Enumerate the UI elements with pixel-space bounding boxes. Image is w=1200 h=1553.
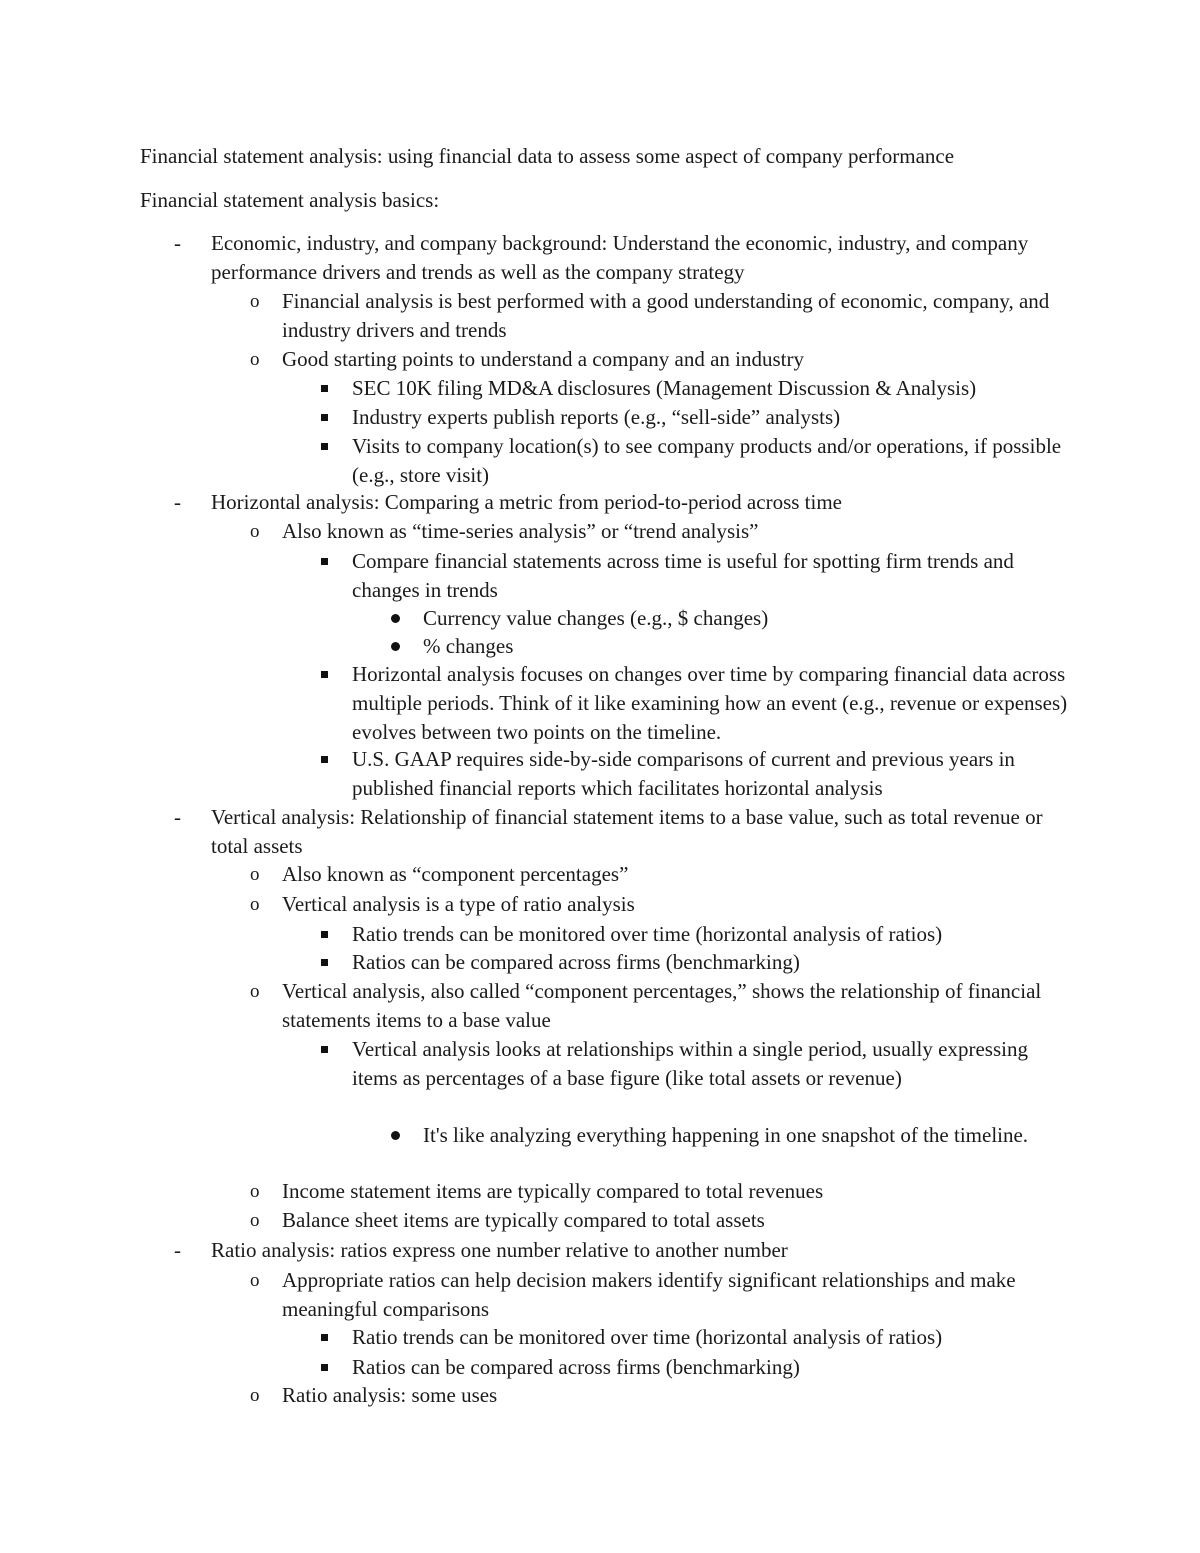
outline-item <box>250 860 1072 889</box>
outline-item-text: Vertical analysis, also called “component percentages,” shows the relationship of financial statements items to a base value <box>282 979 1042 1032</box>
circle-bullet-marker: o <box>250 1181 260 1202</box>
outline-item <box>423 604 1063 633</box>
outline-item-text: Vertical analysis looks at relationships within a single period, usually expressing items as percentages of a base figure (like total assets or revenue) <box>352 1037 1028 1090</box>
outline-item-text: Financial analysis is best performed with a good understanding of economic, company, and industry drivers and trends <box>282 289 1050 342</box>
outline-item <box>423 1121 1063 1150</box>
outline-item <box>250 517 1072 546</box>
outline-item <box>250 1266 1072 1324</box>
outline-item <box>352 432 1072 490</box>
circle-bullet-marker: o <box>250 894 260 915</box>
outline-item <box>250 977 1072 1035</box>
dot-bullet-icon <box>391 614 400 623</box>
square-bullet-icon <box>321 931 328 938</box>
outline-item <box>352 660 1072 747</box>
outline-item-text: Economic, industry, and company background: Understand the economic, industry, and company performance drivers and trends as well as the company strategy <box>211 231 1029 284</box>
outline-item-text: Ratio trends can be monitored over time (horizontal analysis of ratios) <box>352 922 943 946</box>
outline-item-text: It's like analyzing everything happening in one snapshot of the timeline. <box>423 1123 1029 1147</box>
dash-bullet-marker: - <box>174 1238 181 1262</box>
outline-item-text: Income statement items are typically compared to total revenues <box>282 1179 824 1203</box>
dash-bullet-marker: - <box>174 231 181 255</box>
outline-item-text: Good starting points to understand a company and an industry <box>282 347 804 371</box>
outline-item <box>352 1035 1072 1093</box>
definition-paragraph: Financial statement analysis: using financial data to assess some aspect of company performance <box>140 144 955 168</box>
outline-item-text: Ratio analysis: some uses <box>282 1383 498 1407</box>
outline-item-text: Also known as “time-series analysis” or “trend analysis” <box>282 519 759 543</box>
outline-item-text: Ratio analysis: ratios express one number relative to another number <box>211 1238 788 1262</box>
outline-item <box>250 345 1072 374</box>
outline-item <box>174 803 1061 861</box>
outline-item <box>250 1206 1072 1235</box>
outline-item-text: Horizontal analysis: Comparing a metric from period-to-period across time <box>211 490 842 514</box>
circle-bullet-marker: o <box>250 1210 260 1231</box>
circle-bullet-marker: o <box>250 291 260 312</box>
outline-item <box>174 229 1061 287</box>
outline-item <box>352 374 1072 403</box>
outline-item-text: SEC 10K filing MD&A disclosures (Management Discussion & Analysis) <box>352 376 977 400</box>
square-bullet-icon <box>321 1046 328 1053</box>
outline-item-text: Visits to company location(s) to see company products and/or operations, if possible (e.g., store visit) <box>352 434 1062 487</box>
outline-item <box>352 547 1072 605</box>
circle-bullet-marker: o <box>250 521 260 542</box>
outline-item <box>423 632 1063 661</box>
outline-item-text: Vertical analysis is a type of ratio analysis <box>282 892 635 916</box>
outline-item <box>352 1353 1072 1382</box>
square-bullet-icon <box>321 1364 328 1371</box>
outline-item <box>250 1177 1072 1206</box>
outline-item <box>352 1323 1072 1352</box>
outline-item <box>352 745 1072 803</box>
outline-item-text: % changes <box>423 634 514 658</box>
outline-item <box>174 1236 1061 1265</box>
square-bullet-icon <box>321 671 328 678</box>
outline-item-text: Ratio trends can be monitored over time (horizontal analysis of ratios) <box>352 1325 943 1349</box>
square-bullet-icon <box>321 558 328 565</box>
outline-item-text: Industry experts publish reports (e.g., “sell-side” analysts) <box>352 405 841 429</box>
dash-bullet-marker: - <box>174 490 181 514</box>
circle-bullet-marker: o <box>250 981 260 1002</box>
outline-item <box>250 287 1072 345</box>
dot-bullet-icon <box>391 642 400 651</box>
outline-item-text: Currency value changes (e.g., $ changes) <box>423 606 769 630</box>
square-bullet-icon <box>321 414 328 421</box>
square-bullet-icon <box>321 959 328 966</box>
outline-item-text: Vertical analysis: Relationship of financial statement items to a base value, such as total revenue or total assets <box>211 805 1043 858</box>
square-bullet-icon <box>321 385 328 392</box>
outline-item-text: Also known as “component percentages” <box>282 862 629 886</box>
square-bullet-icon <box>321 443 328 450</box>
outline-item <box>352 948 1072 977</box>
outline-item-text: Horizontal analysis focuses on changes over time by comparing financial data across multiple periods. Think of it like examining how an event (e.g., revenue or expenses) evolves between two points on the timeline. <box>352 662 1068 744</box>
circle-bullet-marker: o <box>250 1385 260 1406</box>
dot-bullet-icon <box>391 1131 400 1140</box>
circle-bullet-marker: o <box>250 1270 260 1291</box>
outline-item <box>352 920 1072 949</box>
square-bullet-icon <box>321 756 328 763</box>
outline-item <box>250 1381 1072 1410</box>
outline-item <box>250 890 1072 919</box>
outline-item-text: Appropriate ratios can help decision makers identify significant relationships and make meaningful comparisons <box>282 1268 1016 1321</box>
outline-item-text: Ratios can be compared across firms (benchmarking) <box>352 950 800 974</box>
circle-bullet-marker: o <box>250 864 260 885</box>
outline-item-text: U.S. GAAP requires side-by-side comparisons of current and previous years in published financial reports which facilitates horizontal analysis <box>352 747 1015 800</box>
square-bullet-icon <box>321 1334 328 1341</box>
outline-item-text: Compare financial statements across time is useful for spotting firm trends and changes in trends <box>352 549 1014 602</box>
outline-item <box>174 488 1061 517</box>
basics-heading: Financial statement analysis basics: <box>140 188 440 212</box>
outline-item-text: Balance sheet items are typically compared to total assets <box>282 1208 765 1232</box>
dash-bullet-marker: - <box>174 805 181 829</box>
circle-bullet-marker: o <box>250 349 260 370</box>
outline-item-text: Ratios can be compared across firms (benchmarking) <box>352 1355 800 1379</box>
outline-item <box>352 403 1072 432</box>
